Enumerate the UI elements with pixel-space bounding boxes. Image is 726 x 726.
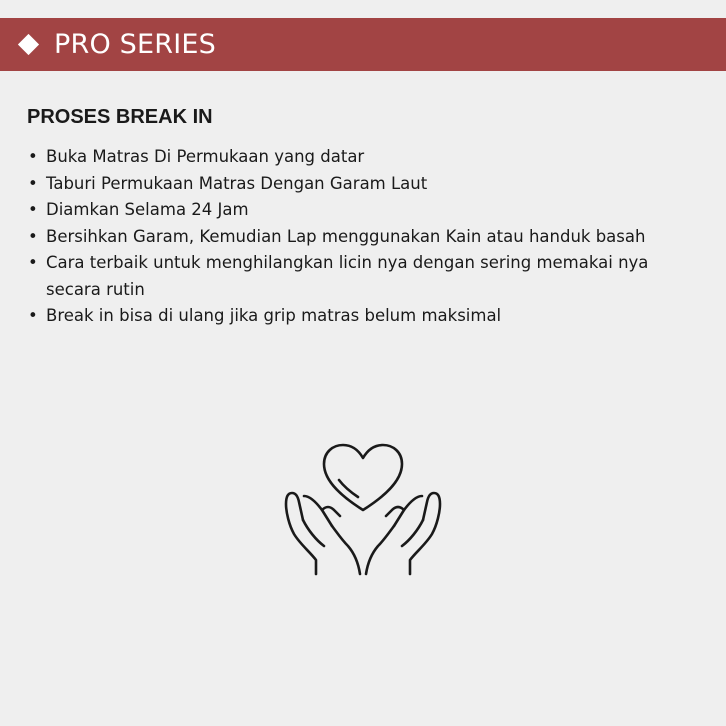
hands-heart-icon: [278, 436, 448, 582]
list-item: [26, 171, 706, 198]
list-item-text: Bersihkan Garam, Kemudian Lap menggunakan Kain atau handuk basah: [46, 226, 646, 246]
list-item-text: Break in bisa di ulang jika grip matras belum maksimal: [46, 306, 502, 325]
list-item: [26, 144, 706, 171]
list-item-text: Buka Matras Di Permukaan yang datar: [46, 147, 365, 166]
list-item: [26, 224, 706, 251]
header-title: PRO SERIES: [54, 29, 216, 60]
bullet-icon: •: [28, 226, 38, 246]
bullet-icon: •: [28, 173, 38, 193]
steps-list: [26, 144, 706, 330]
list-item: [26, 250, 706, 303]
list-item-text: Diamkan Selama 24 Jam: [46, 200, 249, 219]
diamond-icon: [18, 34, 39, 55]
header-bar: [0, 18, 726, 71]
list-item: [26, 197, 706, 224]
bullet-icon: •: [28, 147, 38, 166]
bullet-icon: •: [28, 306, 38, 325]
section-title: PROSES BREAK IN: [27, 106, 213, 128]
bullet-icon: •: [28, 253, 38, 272]
list-item: [26, 303, 706, 330]
bullet-icon: •: [28, 200, 38, 219]
list-item-text: Cara terbaik untuk menghilangkan licin nya dengan sering memakai nya secara rutin: [46, 253, 649, 299]
list-item-text: Taburi Permukaan Matras Dengan Garam Laut: [46, 173, 428, 193]
